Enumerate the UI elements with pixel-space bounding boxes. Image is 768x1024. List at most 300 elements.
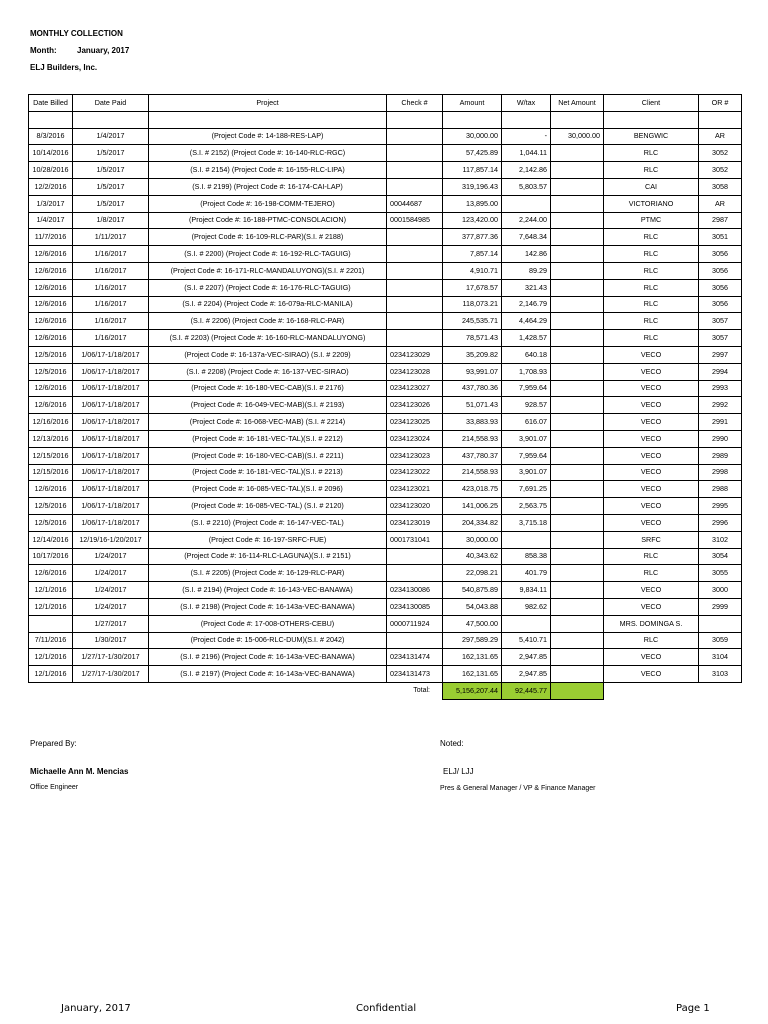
cell-date-paid: 1/24/2017 bbox=[73, 548, 149, 565]
cell-amount: 7,857.14 bbox=[443, 246, 502, 263]
cell-amount: 437,780.37 bbox=[443, 447, 502, 464]
cell-or-number: 2997 bbox=[699, 346, 742, 363]
cell-date-billed: 12/13/2016 bbox=[29, 430, 73, 447]
cell-wtax: 2,244.00 bbox=[502, 212, 551, 229]
cell-net-amount bbox=[551, 313, 604, 330]
table-body bbox=[29, 111, 742, 699]
cell-date-billed bbox=[29, 615, 73, 632]
cell-wtax: 401.79 bbox=[502, 565, 551, 582]
cell-net-amount bbox=[551, 380, 604, 397]
cell-wtax: 928.57 bbox=[502, 397, 551, 414]
table-row bbox=[29, 380, 742, 397]
cell-client: CAI bbox=[604, 178, 699, 195]
cell-net-amount bbox=[551, 414, 604, 431]
col-header-date-paid: Date Paid bbox=[73, 95, 149, 112]
col-header-check-number: Check # bbox=[387, 95, 443, 112]
table-row bbox=[29, 195, 742, 212]
cell-date-paid: 1/27/17-1/30/2017 bbox=[73, 649, 149, 666]
cell-amount: 51,071.43 bbox=[443, 397, 502, 414]
cell-net-amount bbox=[551, 481, 604, 498]
cell-date-paid: 1/06/17-1/18/2017 bbox=[73, 464, 149, 481]
cell-amount: 214,558.93 bbox=[443, 464, 502, 481]
cell-check-number: 0234123024 bbox=[387, 430, 443, 447]
cell-wtax: 9,834.11 bbox=[502, 582, 551, 599]
cell-net-amount bbox=[551, 212, 604, 229]
cell-net-amount bbox=[551, 330, 604, 347]
totals-trailing-spacer bbox=[604, 682, 742, 699]
cell-date-paid: 1/16/2017 bbox=[73, 246, 149, 263]
cell-date-paid: 1/16/2017 bbox=[73, 330, 149, 347]
cell-or-number: 2999 bbox=[699, 598, 742, 615]
cell-amount: 40,343.62 bbox=[443, 548, 502, 565]
table-row bbox=[29, 632, 742, 649]
cell-date-paid: 1/06/17-1/18/2017 bbox=[73, 447, 149, 464]
cell-wtax: 858.38 bbox=[502, 548, 551, 565]
table-row bbox=[29, 363, 742, 380]
cell-date-billed: 12/5/2016 bbox=[29, 514, 73, 531]
cell-wtax bbox=[502, 615, 551, 632]
cell-net-amount bbox=[551, 296, 604, 313]
empty-cell bbox=[387, 111, 443, 128]
cell-amount: 540,875.89 bbox=[443, 582, 502, 599]
cell-check-number bbox=[387, 296, 443, 313]
cell-project: (Project Code #: 16-049-VEC-MAB)(S.I. # 2193) bbox=[149, 397, 387, 414]
cell-client: RLC bbox=[604, 296, 699, 313]
table-row bbox=[29, 162, 742, 179]
table-row bbox=[29, 296, 742, 313]
cell-date-billed: 10/17/2016 bbox=[29, 548, 73, 565]
cell-wtax: 1,428.57 bbox=[502, 330, 551, 347]
cell-check-number: 0234123021 bbox=[387, 481, 443, 498]
cell-or-number: 2993 bbox=[699, 380, 742, 397]
empty-cell bbox=[699, 111, 742, 128]
cell-net-amount bbox=[551, 279, 604, 296]
cell-date-paid: 1/06/17-1/18/2017 bbox=[73, 498, 149, 515]
cell-check-number bbox=[387, 229, 443, 246]
cell-client: VECO bbox=[604, 498, 699, 515]
cell-date-billed: 12/16/2016 bbox=[29, 414, 73, 431]
cell-date-billed: 10/28/2016 bbox=[29, 162, 73, 179]
cell-client: VECO bbox=[604, 380, 699, 397]
cell-date-billed: 12/6/2016 bbox=[29, 565, 73, 582]
cell-date-paid: 1/11/2017 bbox=[73, 229, 149, 246]
table-row bbox=[29, 212, 742, 229]
cell-date-billed: 12/15/2016 bbox=[29, 447, 73, 464]
cell-check-number bbox=[387, 262, 443, 279]
cell-net-amount bbox=[551, 195, 604, 212]
cell-project: (Project Code #: 16-180-VEC-CAB)(S.I. # 2176) bbox=[149, 380, 387, 397]
cell-check-number: 0234123025 bbox=[387, 414, 443, 431]
cell-check-number bbox=[387, 128, 443, 145]
cell-date-paid: 1/4/2017 bbox=[73, 128, 149, 145]
empty-cell bbox=[551, 111, 604, 128]
cell-date-paid: 1/27/2017 bbox=[73, 615, 149, 632]
cell-or-number bbox=[699, 615, 742, 632]
cell-net-amount bbox=[551, 598, 604, 615]
table-row bbox=[29, 565, 742, 582]
cell-project: (S.I. # 2208) (Project Code #: 16-137-VEC-SIRAO) bbox=[149, 363, 387, 380]
col-header-date-billed: Date Billed bbox=[29, 95, 73, 112]
cell-check-number: 0234123027 bbox=[387, 380, 443, 397]
footer-page-number: Page 1 bbox=[676, 1003, 710, 1014]
cell-date-paid: 1/5/2017 bbox=[73, 145, 149, 162]
cell-wtax: 616.07 bbox=[502, 414, 551, 431]
cell-check-number bbox=[387, 632, 443, 649]
cell-project: (S.I. # 2207) (Project Code #: 16-176-RLC-TAGUIG) bbox=[149, 279, 387, 296]
cell-or-number: 3102 bbox=[699, 531, 742, 548]
cell-wtax: 142.86 bbox=[502, 246, 551, 263]
cell-net-amount bbox=[551, 531, 604, 548]
cell-or-number: 3056 bbox=[699, 296, 742, 313]
cell-client: BENGWIC bbox=[604, 128, 699, 145]
cell-client: VECO bbox=[604, 363, 699, 380]
cell-or-number: AR bbox=[699, 128, 742, 145]
cell-client: VECO bbox=[604, 481, 699, 498]
col-header-client: Client bbox=[604, 95, 699, 112]
cell-date-billed: 12/6/2016 bbox=[29, 296, 73, 313]
cell-or-number: 2987 bbox=[699, 212, 742, 229]
cell-project: (S.I. # 2196) (Project Code #: 16-143a-VEC-BANAWA) bbox=[149, 649, 387, 666]
cell-client: SRFC bbox=[604, 531, 699, 548]
company-name: ELJ Builders, Inc. bbox=[30, 63, 98, 72]
cell-wtax: 7,959.64 bbox=[502, 447, 551, 464]
cell-date-paid: 1/24/2017 bbox=[73, 582, 149, 599]
cell-net-amount bbox=[551, 397, 604, 414]
cell-amount: 319,196.43 bbox=[443, 178, 502, 195]
table-row bbox=[29, 498, 742, 515]
cell-wtax: 640.18 bbox=[502, 346, 551, 363]
cell-client: RLC bbox=[604, 279, 699, 296]
cell-client: RLC bbox=[604, 145, 699, 162]
cell-wtax bbox=[502, 195, 551, 212]
cell-check-number: 0234131474 bbox=[387, 649, 443, 666]
cell-or-number: 3051 bbox=[699, 229, 742, 246]
cell-net-amount bbox=[551, 178, 604, 195]
cell-check-number: 0234123019 bbox=[387, 514, 443, 531]
cell-wtax: 7,648.34 bbox=[502, 229, 551, 246]
cell-amount: 57,425.89 bbox=[443, 145, 502, 162]
table-row bbox=[29, 262, 742, 279]
cell-amount: 13,895.00 bbox=[443, 195, 502, 212]
cell-net-amount bbox=[551, 514, 604, 531]
cell-project: (S.I. # 2205) (Project Code #: 16-129-RLC-PAR) bbox=[149, 565, 387, 582]
report-title: MONTHLY COLLECTION bbox=[30, 29, 123, 38]
cell-check-number bbox=[387, 145, 443, 162]
cell-or-number: 3057 bbox=[699, 313, 742, 330]
cell-project: (S.I. # 2198) (Project Code #: 16-143a-VEC-BANAWA) bbox=[149, 598, 387, 615]
cell-client: VECO bbox=[604, 649, 699, 666]
cell-or-number: 2989 bbox=[699, 447, 742, 464]
month-line bbox=[30, 46, 129, 56]
empty-cell bbox=[443, 111, 502, 128]
cell-client: MRS. DOMINGA S. bbox=[604, 615, 699, 632]
cell-wtax bbox=[502, 531, 551, 548]
cell-project: (Project Code #: 16-068-VEC-MAB) (S.I. # 2214) bbox=[149, 414, 387, 431]
table-row bbox=[29, 128, 742, 145]
cell-date-paid: 1/16/2017 bbox=[73, 279, 149, 296]
cell-wtax: 321.43 bbox=[502, 279, 551, 296]
table-row bbox=[29, 430, 742, 447]
noted-name: ELJ/ LJJ bbox=[443, 767, 474, 776]
cell-check-number bbox=[387, 178, 443, 195]
cell-amount: 245,535.71 bbox=[443, 313, 502, 330]
cell-check-number: 0001731041 bbox=[387, 531, 443, 548]
cell-check-number: 0234131473 bbox=[387, 666, 443, 683]
cell-amount: 54,043.88 bbox=[443, 598, 502, 615]
cell-check-number: 0234123028 bbox=[387, 363, 443, 380]
table-row bbox=[29, 447, 742, 464]
cell-amount: 30,000.00 bbox=[443, 128, 502, 145]
cell-project: (Project Code #: 15-006-RLC-DUM)(S.I. # 2042) bbox=[149, 632, 387, 649]
cell-amount: 17,678.57 bbox=[443, 279, 502, 296]
table-row bbox=[29, 330, 742, 347]
cell-client: RLC bbox=[604, 548, 699, 565]
table-row bbox=[29, 229, 742, 246]
cell-client: RLC bbox=[604, 162, 699, 179]
cell-net-amount bbox=[551, 582, 604, 599]
cell-client: RLC bbox=[604, 262, 699, 279]
cell-date-billed: 1/3/2017 bbox=[29, 195, 73, 212]
cell-amount: 4,910.71 bbox=[443, 262, 502, 279]
table-row bbox=[29, 649, 742, 666]
cell-or-number: 3104 bbox=[699, 649, 742, 666]
cell-net-amount bbox=[551, 162, 604, 179]
cell-date-paid: 1/16/2017 bbox=[73, 313, 149, 330]
cell-or-number: 3056 bbox=[699, 246, 742, 263]
cell-project: (Project Code #: 16-085-VEC-TAL) (S.I. # 2120) bbox=[149, 498, 387, 515]
cell-check-number bbox=[387, 313, 443, 330]
cell-date-billed: 12/6/2016 bbox=[29, 313, 73, 330]
cell-net-amount bbox=[551, 447, 604, 464]
cell-net-amount bbox=[551, 363, 604, 380]
cell-wtax: 2,563.75 bbox=[502, 498, 551, 515]
cell-amount: 377,877.36 bbox=[443, 229, 502, 246]
cell-project: (Project Code #: 16-181-VEC-TAL)(S.I. # 2212) bbox=[149, 430, 387, 447]
cell-date-billed: 12/5/2016 bbox=[29, 346, 73, 363]
cell-project: (Project Code #: 16-181-VEC-TAL)(S.I. # 2213) bbox=[149, 464, 387, 481]
empty-cell bbox=[502, 111, 551, 128]
cell-wtax: 3,901.07 bbox=[502, 464, 551, 481]
cell-date-paid: 1/06/17-1/18/2017 bbox=[73, 346, 149, 363]
cell-client: VECO bbox=[604, 464, 699, 481]
cell-or-number: 3059 bbox=[699, 632, 742, 649]
footer-date: January, 2017 bbox=[61, 1003, 131, 1014]
cell-check-number: 0234123020 bbox=[387, 498, 443, 515]
cell-client: VICTORIANO bbox=[604, 195, 699, 212]
table-row bbox=[29, 397, 742, 414]
cell-client: RLC bbox=[604, 229, 699, 246]
cell-date-paid: 1/06/17-1/18/2017 bbox=[73, 363, 149, 380]
cell-check-number: 0234123022 bbox=[387, 464, 443, 481]
cell-wtax: 7,959.64 bbox=[502, 380, 551, 397]
cell-amount: 118,073.21 bbox=[443, 296, 502, 313]
cell-date-billed: 12/6/2016 bbox=[29, 397, 73, 414]
col-header-amount: Amount bbox=[443, 95, 502, 112]
cell-date-billed: 12/6/2016 bbox=[29, 279, 73, 296]
total-amount: 5,156,207.44 bbox=[443, 682, 502, 699]
table-row bbox=[29, 582, 742, 599]
footer-confidential: Confidential bbox=[356, 1003, 417, 1014]
cell-or-number: 3054 bbox=[699, 548, 742, 565]
collection-table bbox=[28, 94, 742, 700]
cell-amount: 22,098.21 bbox=[443, 565, 502, 582]
cell-project: (S.I. # 2206) (Project Code #: 16-168-RLC-PAR) bbox=[149, 313, 387, 330]
cell-date-paid: 1/16/2017 bbox=[73, 296, 149, 313]
cell-client: VECO bbox=[604, 430, 699, 447]
cell-amount: 93,991.07 bbox=[443, 363, 502, 380]
cell-amount: 47,500.00 bbox=[443, 615, 502, 632]
cell-date-billed: 12/5/2016 bbox=[29, 363, 73, 380]
table-row bbox=[29, 464, 742, 481]
noted-title: Pres & General Manager / VP & Finance Manager bbox=[440, 785, 596, 792]
cell-date-paid: 1/06/17-1/18/2017 bbox=[73, 397, 149, 414]
cell-client: RLC bbox=[604, 565, 699, 582]
cell-client: VECO bbox=[604, 447, 699, 464]
cell-date-paid: 1/06/17-1/18/2017 bbox=[73, 481, 149, 498]
total-wtax: 92,445.77 bbox=[502, 682, 551, 699]
cell-wtax: 4,464.29 bbox=[502, 313, 551, 330]
cell-date-paid: 1/30/2017 bbox=[73, 632, 149, 649]
table-row bbox=[29, 598, 742, 615]
cell-or-number: 2992 bbox=[699, 397, 742, 414]
cell-amount: 204,334.82 bbox=[443, 514, 502, 531]
cell-amount: 141,006.25 bbox=[443, 498, 502, 515]
table-row bbox=[29, 246, 742, 263]
cell-date-paid: 1/06/17-1/18/2017 bbox=[73, 430, 149, 447]
cell-check-number: 0234123026 bbox=[387, 397, 443, 414]
cell-amount: 35,209.82 bbox=[443, 346, 502, 363]
cell-check-number bbox=[387, 246, 443, 263]
cell-check-number bbox=[387, 565, 443, 582]
cell-date-paid: 1/06/17-1/18/2017 bbox=[73, 414, 149, 431]
cell-check-number: 0234123029 bbox=[387, 346, 443, 363]
totals-spacer bbox=[29, 682, 387, 699]
cell-wtax: 7,691.25 bbox=[502, 481, 551, 498]
table-row bbox=[29, 615, 742, 632]
month-label: Month: bbox=[30, 46, 57, 55]
cell-amount: 117,857.14 bbox=[443, 162, 502, 179]
cell-amount: 162,131.65 bbox=[443, 666, 502, 683]
cell-or-number: 3052 bbox=[699, 145, 742, 162]
cell-or-number: 2991 bbox=[699, 414, 742, 431]
cell-check-number bbox=[387, 548, 443, 565]
cell-check-number: 0234123023 bbox=[387, 447, 443, 464]
cell-net-amount bbox=[551, 615, 604, 632]
cell-date-billed: 12/1/2016 bbox=[29, 582, 73, 599]
cell-project: (S.I. # 2204) (Project Code #: 16-079a-RLC-MANILA) bbox=[149, 296, 387, 313]
cell-amount: 214,558.93 bbox=[443, 430, 502, 447]
cell-date-paid: 1/5/2017 bbox=[73, 195, 149, 212]
cell-or-number: 3058 bbox=[699, 178, 742, 195]
cell-date-billed: 12/6/2016 bbox=[29, 246, 73, 263]
cell-amount: 33,883.93 bbox=[443, 414, 502, 431]
cell-date-paid: 1/24/2017 bbox=[73, 565, 149, 582]
cell-amount: 437,780.36 bbox=[443, 380, 502, 397]
cell-net-amount bbox=[551, 229, 604, 246]
cell-amount: 123,420.00 bbox=[443, 212, 502, 229]
cell-or-number: 3103 bbox=[699, 666, 742, 683]
cell-date-billed: 12/5/2016 bbox=[29, 498, 73, 515]
cell-wtax: 5,410.71 bbox=[502, 632, 551, 649]
cell-check-number: 0000711924 bbox=[387, 615, 443, 632]
cell-client: RLC bbox=[604, 246, 699, 263]
cell-project: (S.I. # 2199) (Project Code #: 16-174-CAI-LAP) bbox=[149, 178, 387, 195]
cell-or-number: 3057 bbox=[699, 330, 742, 347]
cell-check-number bbox=[387, 330, 443, 347]
cell-date-paid: 1/06/17-1/18/2017 bbox=[73, 514, 149, 531]
cell-project: (Project Code #: 16-188-PTMC-CONSOLACION) bbox=[149, 212, 387, 229]
cell-net-amount bbox=[551, 498, 604, 515]
cell-date-paid: 1/06/17-1/18/2017 bbox=[73, 380, 149, 397]
cell-project: (Project Code #: 16-114-RLC-LAGUNA)(S.I. # 2151) bbox=[149, 548, 387, 565]
cell-project: (Project Code #: 16-171-RLC-MANDALUYONG)(S.I. # 2201) bbox=[149, 262, 387, 279]
cell-client: VECO bbox=[604, 598, 699, 615]
cell-or-number: 3000 bbox=[699, 582, 742, 599]
prepared-by-title: Office Engineer bbox=[30, 784, 79, 791]
cell-or-number: 2996 bbox=[699, 514, 742, 531]
cell-project: (Project Code #: 16-198-COMM-TEJERO) bbox=[149, 195, 387, 212]
cell-net-amount bbox=[551, 649, 604, 666]
cell-amount: 30,000.00 bbox=[443, 531, 502, 548]
cell-date-billed: 12/15/2016 bbox=[29, 464, 73, 481]
cell-date-billed: 12/14/2016 bbox=[29, 531, 73, 548]
col-header-project: Project bbox=[149, 95, 387, 112]
prepared-by-name: Michaelle Ann M. Mencias bbox=[30, 767, 129, 776]
cell-net-amount bbox=[551, 262, 604, 279]
cell-project: (S.I. # 2194) (Project Code #: 16-143-VEC-BANAWA) bbox=[149, 582, 387, 599]
cell-or-number: 3056 bbox=[699, 279, 742, 296]
cell-client: VECO bbox=[604, 397, 699, 414]
cell-client: RLC bbox=[604, 632, 699, 649]
total-label: Total: bbox=[413, 687, 430, 695]
cell-or-number: 2995 bbox=[699, 498, 742, 515]
cell-project: (Project Code #: 16-180-VEC-CAB)(S.I. # 2211) bbox=[149, 447, 387, 464]
cell-wtax: 2,142.86 bbox=[502, 162, 551, 179]
cell-project: (S.I. # 2154) (Project Code #: 16-155-RLC-LIPA) bbox=[149, 162, 387, 179]
cell-date-billed: 12/1/2016 bbox=[29, 666, 73, 683]
cell-wtax: - bbox=[502, 128, 551, 145]
cell-or-number: 2994 bbox=[699, 363, 742, 380]
cell-or-number: 3055 bbox=[699, 565, 742, 582]
cell-net-amount bbox=[551, 145, 604, 162]
cell-date-paid: 1/5/2017 bbox=[73, 162, 149, 179]
cell-project: (Project Code #: 16-137a-VEC-SIRAO) (S.I. # 2209) bbox=[149, 346, 387, 363]
cell-net-amount bbox=[551, 632, 604, 649]
col-header-or-number: OR # bbox=[699, 95, 742, 112]
cell-net-amount bbox=[551, 464, 604, 481]
cell-date-billed: 1/4/2017 bbox=[29, 212, 73, 229]
cell-client: VECO bbox=[604, 514, 699, 531]
cell-date-billed: 8/3/2016 bbox=[29, 128, 73, 145]
table-row bbox=[29, 514, 742, 531]
cell-date-billed: 12/1/2016 bbox=[29, 598, 73, 615]
cell-amount: 162,131.65 bbox=[443, 649, 502, 666]
cell-project: (Project Code #: 16-109-RLC-PAR)(S.I. # 2188) bbox=[149, 229, 387, 246]
cell-or-number: 2990 bbox=[699, 430, 742, 447]
cell-date-billed: 7/11/2016 bbox=[29, 632, 73, 649]
cell-client: VECO bbox=[604, 414, 699, 431]
cell-project: (Project Code #: 17-008-OTHERS-CEBU) bbox=[149, 615, 387, 632]
total-net-amount bbox=[551, 682, 604, 699]
cell-or-number: 2988 bbox=[699, 481, 742, 498]
cell-client: RLC bbox=[604, 313, 699, 330]
cell-net-amount bbox=[551, 246, 604, 263]
cell-or-number: 2998 bbox=[699, 464, 742, 481]
cell-date-billed: 11/7/2016 bbox=[29, 229, 73, 246]
cell-project: (S.I. # 2197) (Project Code #: 16-143a-VEC-BANAWA) bbox=[149, 666, 387, 683]
cell-amount: 78,571.43 bbox=[443, 330, 502, 347]
cell-net-amount bbox=[551, 666, 604, 683]
